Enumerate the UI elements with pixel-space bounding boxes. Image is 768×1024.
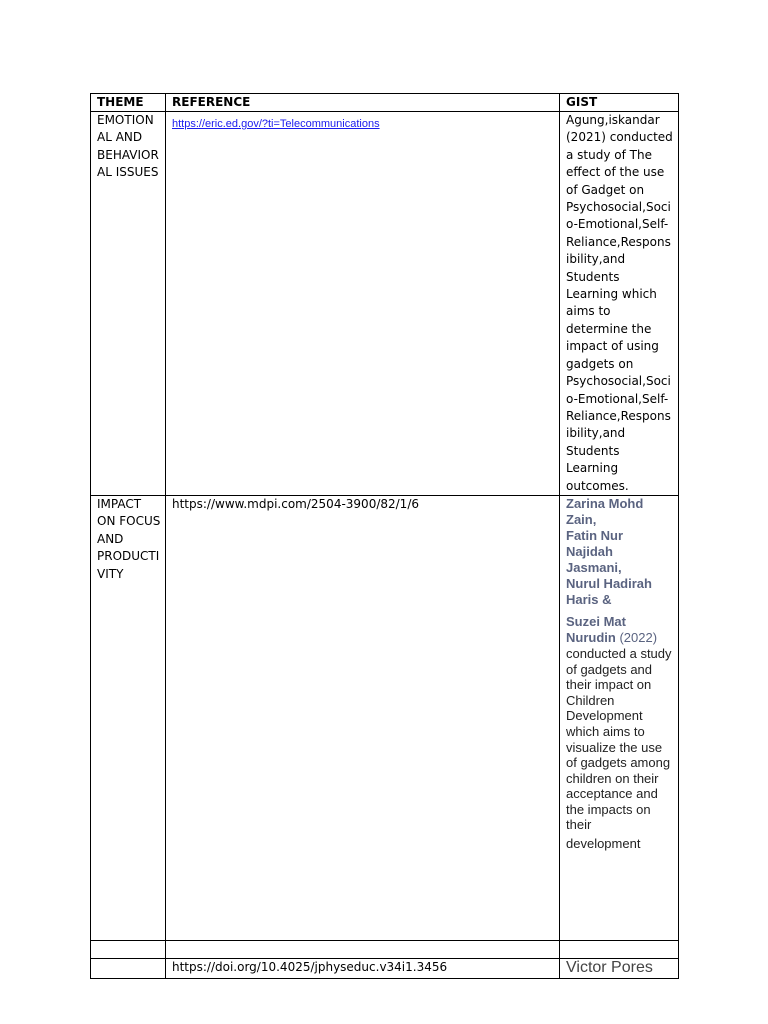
- header-reference: REFERENCE: [166, 94, 560, 112]
- publication-year: (2022): [615, 629, 658, 645]
- author-name: Victor Pores: [566, 958, 653, 976]
- reference-cell: [166, 940, 560, 958]
- table-row: [91, 112, 679, 496]
- reference-text: https://doi.org/10.4025/jphyseduc.v34i1.3456: [172, 959, 448, 974]
- reference-table: [90, 93, 679, 979]
- theme-cell: [91, 112, 166, 496]
- theme-cell: [91, 940, 166, 958]
- table-row: [91, 958, 679, 978]
- theme-cell: [91, 495, 166, 940]
- reference-cell: [166, 495, 560, 940]
- gist-cell: [560, 958, 679, 978]
- table-row: [91, 495, 679, 940]
- gist-text: conducted a study of gadgets and their impact on Children Development which aims to visualize the use of gadgets among children on their acceptance and the impacts on their: [566, 645, 672, 833]
- header-theme: THEME: [91, 94, 166, 112]
- reference-cell: [166, 112, 560, 496]
- theme-text: EMOTION AL AND BEHAVIOR AL ISSUES: [97, 113, 159, 180]
- author-last: [566, 614, 674, 646]
- table-header-row: [91, 94, 679, 112]
- header-gist: GIST: [560, 94, 679, 112]
- gist-cell: [560, 940, 679, 958]
- gist-cell: [560, 112, 679, 496]
- reference-text: https://www.mdpi.com/2504-3900/82/1/6: [172, 496, 419, 511]
- gist-text: Agung,iskandar (2021) conducted a study of The effect of the use of Gadget on Psychosocial,Socio-Emotional,Self-Reliance,Responsibility,and Students Learning which aims to determine the impact of using gadgets on Psychosocial,Socio-Emotional,Self-Reliance,Responsibility,and Students Learning outcomes.: [566, 113, 673, 493]
- author-last-name: Suzei Mat Nurudin: [566, 613, 626, 645]
- gist-cell: [560, 495, 679, 940]
- reference-link[interactable]: https://eric.ed.gov/?ti=Telecommunications: [172, 118, 380, 130]
- table-row: [91, 940, 679, 958]
- reference-cell: [166, 958, 560, 978]
- gist-text-end: development: [566, 836, 641, 852]
- theme-cell: [91, 958, 166, 978]
- author-list: Zarina Mohd Zain, Fatin Nur Najidah Jasmani, Nurul Hadirah Haris &: [566, 495, 652, 607]
- theme-text: IMPACT ON FOCUS AND PRODUCTI VITY: [97, 496, 161, 581]
